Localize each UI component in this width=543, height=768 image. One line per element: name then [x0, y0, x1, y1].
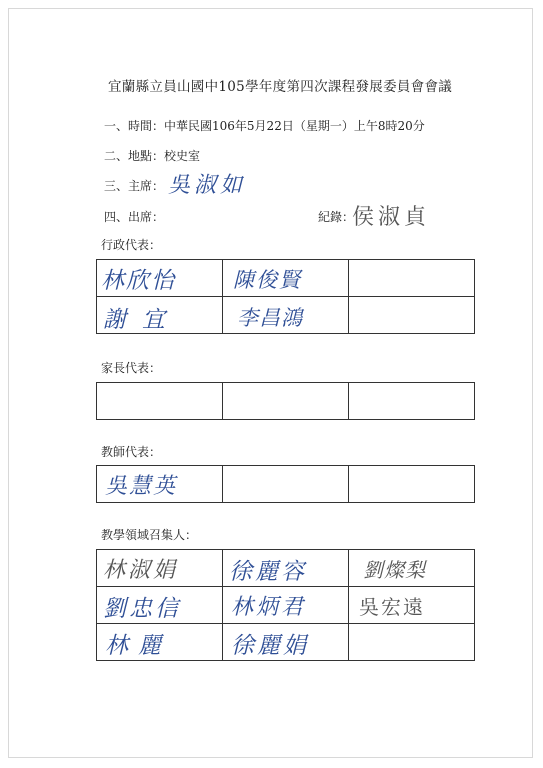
teacher-section-label: 教師代表： [101, 445, 162, 459]
signature-cell [223, 624, 349, 661]
parent-signature-table [96, 382, 475, 420]
signature-cell [223, 550, 349, 587]
signature: 陳俊賢 [233, 268, 302, 292]
signature-cell [223, 260, 349, 297]
signature-cell [97, 587, 223, 624]
meeting-chair [104, 177, 164, 194]
signature: 吳慧英 [105, 474, 178, 499]
signature-cell [349, 297, 475, 334]
table-row [97, 466, 475, 503]
convener-signature-table [96, 549, 475, 661]
chair-label: 三、主席： [104, 179, 165, 193]
attend-label: 四、出席： [104, 210, 165, 224]
table-row [97, 260, 475, 297]
signature: 劉忠信 [103, 596, 181, 622]
signature-cell [97, 297, 223, 334]
place-label: 二、地點： [104, 149, 165, 163]
admin-section-label: 行政代表： [101, 238, 162, 252]
table-row [97, 550, 475, 587]
recorder-label: 紀錄： [318, 210, 355, 224]
signature: 林淑娟 [103, 558, 179, 583]
signature-cell [223, 297, 349, 334]
meeting-attendees [104, 208, 164, 225]
signature: 徐麗容 [229, 559, 307, 585]
meeting-time [104, 117, 425, 134]
signature-cell [97, 550, 223, 587]
table-row [97, 624, 475, 661]
time-value: 中華民國106年5月22日（星期一）上午8時20分 [164, 119, 425, 133]
teacher-signature-table [96, 465, 475, 503]
signature-cell [223, 383, 349, 420]
recorder-signature: 侯淑貞 [352, 205, 431, 230]
signature-cell [97, 383, 223, 420]
signature-cell [97, 260, 223, 297]
table-row [97, 587, 475, 624]
signature: 林欣怡 [101, 268, 176, 294]
signature: 劉燦梨 [363, 558, 426, 582]
signature-cell [223, 466, 349, 503]
table-row [97, 383, 475, 420]
chair-signature: 吳淑如 [168, 173, 247, 198]
time-label: 一、時間： [104, 119, 165, 133]
signature: 林炳君 [231, 595, 307, 620]
place-value: 校史室 [164, 149, 201, 163]
convener-section-label: 教學領域召集人： [101, 528, 198, 542]
meeting-place [104, 147, 200, 164]
signature: 謝宜 [103, 307, 181, 333]
signature-cell [349, 587, 475, 624]
signature: 李昌鴻 [237, 306, 303, 330]
parent-section-label: 家長代表： [101, 361, 162, 375]
signature: 徐麗娟 [231, 633, 309, 659]
signature-cell [349, 624, 475, 661]
signature: 林麗 [105, 633, 171, 659]
recorder [318, 208, 354, 225]
signature-cell [349, 383, 475, 420]
signature: 吳宏遠 [359, 595, 425, 619]
signature-cell [223, 587, 349, 624]
signature-cell [349, 260, 475, 297]
document-title: 宜蘭縣立員山國中105學年度第四次課程發展委員會會議 [108, 79, 453, 95]
table-row [97, 297, 475, 334]
signature-cell [97, 466, 223, 503]
signature-cell [97, 624, 223, 661]
admin-signature-table [96, 259, 475, 334]
signature-cell [349, 466, 475, 503]
signature-cell [349, 550, 475, 587]
